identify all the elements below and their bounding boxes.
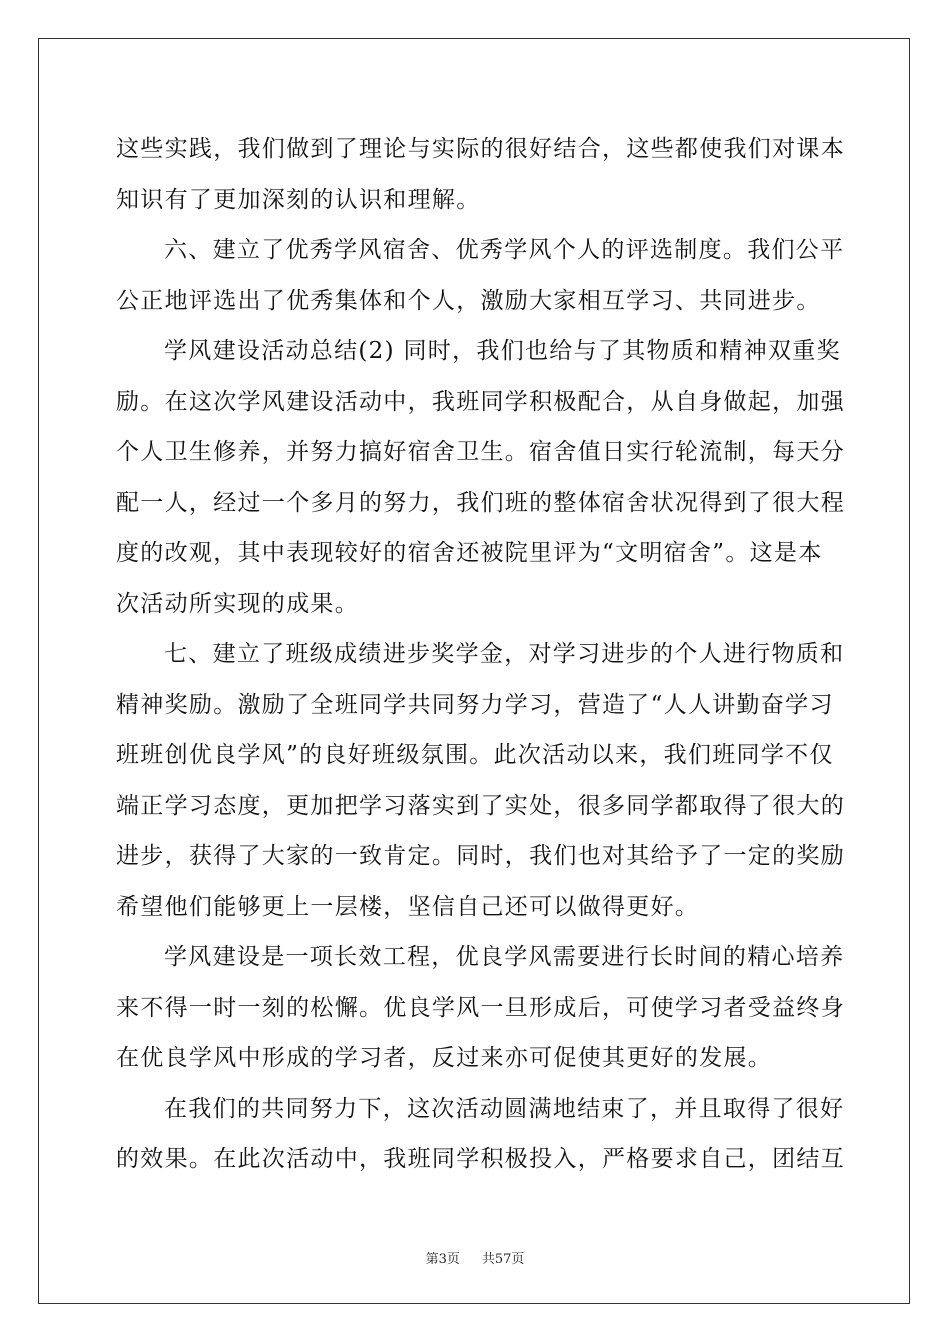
text-line: 在优良学风中形成的学习者，反过来亦可促使其更好的发展。 [116, 1045, 773, 1071]
text-line: 次活动所实现的成果。 [116, 590, 359, 617]
text-line: 在我们的共同努力下，这次活动圆满地结束了，并且取得了很好 [164, 1095, 845, 1122]
text-line: 励。在这次学风建设活动中，我班同学积极配合，从自身做起，加强 [116, 388, 845, 415]
page-number-total: 共57页 [481, 1252, 525, 1267]
text-line: 度的改观，其中表现较好的宿舍还被院里评为“文明宿舍”。这是本 [116, 540, 823, 566]
text-line: 配一人，经过一个多月的努力，我们班的整体宿舍状况得到了很大程 [116, 489, 845, 516]
text-line: 个人卫生修养，并努力搞好宿舍卫生。宿舍值日实行轮流制，每天分 [116, 439, 845, 465]
text-line: 精神奖励。激励了全班同学共同努力学习，营造了“人人讲勤奋学习 [116, 691, 834, 718]
page-footer [0, 1248, 950, 1267]
text-line: 六、建立了优秀学风宿舍、优秀学风个人的评选制度。我们公平 [164, 237, 845, 263]
text-line: 来不得一时一刻的松懈。优良学风一旦形成后，可使学习者受益终身 [116, 994, 845, 1021]
text-line: 端正学习态度，更加把学习落实到了实处，很多同学都取得了很大的 [116, 792, 845, 819]
text-line: 公正地评选出了优秀集体和个人，激励大家相互学习、共同进步。 [116, 287, 821, 314]
document-body [116, 124, 845, 1185]
text-line: 的效果。在此次活动中，我班同学积极投入，严格要求自己，团结互 [116, 1146, 845, 1172]
text-line: 知识有了更加深刻的认识和理解。 [116, 186, 481, 213]
page-number-current: 第3页 [425, 1252, 460, 1267]
text-line: 希望他们能够更上一层楼，坚信自己还可以做得更好。 [116, 893, 700, 920]
text-line: 这些实践，我们做到了理论与实际的很好结合，这些都使我们对课本 [116, 136, 845, 162]
text-line: 班班创优良学风”的良好班级氛围。此次活动以来，我们班同学不仅 [116, 742, 834, 768]
text-line: 七、建立了班级成绩进步奖学金，对学习进步的个人进行物质和 [164, 641, 845, 667]
text-line: 进步，获得了大家的一致肯定。同时，我们也对其给予了一定的奖励 [116, 843, 845, 869]
text-line: 学风建设活动总结(2) 同时，我们也给与了其物质和精神双重奖 [164, 338, 841, 364]
text-line: 学风建设是一项长效工程，优良学风需要进行长时间的精心培养 [164, 944, 845, 970]
